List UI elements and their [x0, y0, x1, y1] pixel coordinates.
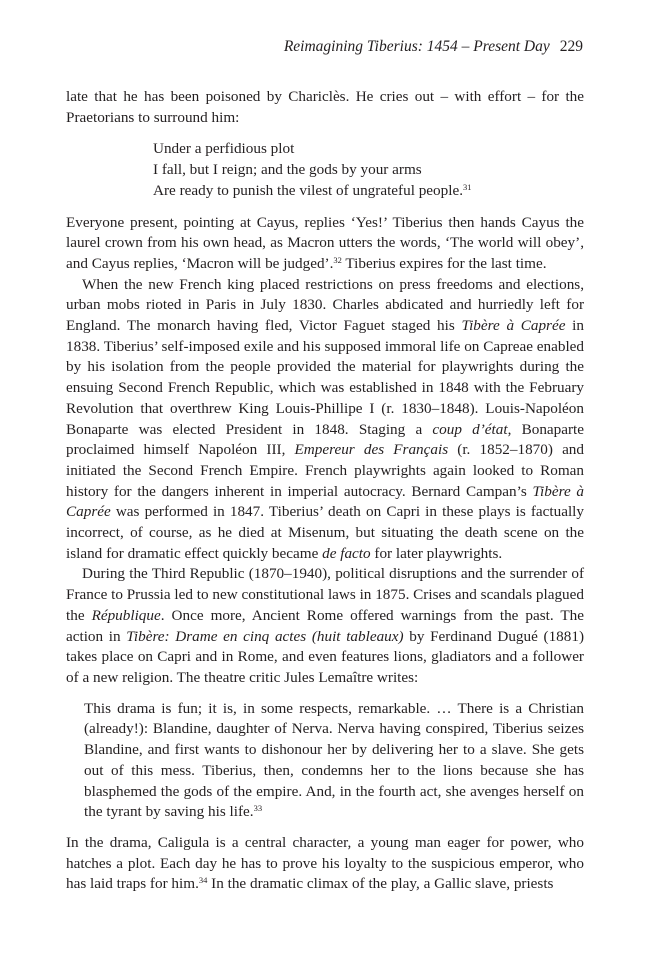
- paragraph-3-text: When the new French king placed restrictions on press freedoms and elections, urban mobs rioted in Paris in July 1830. Charles abdicated and hurriedly left for England. The monarch having fled, Victor Faguet staged his: [66, 275, 584, 335]
- body-text: [66, 87, 584, 895]
- paragraph-3-text: , Bonaparte proclaimed himself Napoléon III,: [66, 420, 585, 459]
- footnote-ref-32: 32: [333, 254, 342, 265]
- verse-quotation: [153, 139, 584, 201]
- paragraph-2: [66, 213, 584, 275]
- paragraph-4-text: During the Third Republic (1870–1940), political disruptions and the surrender of France to Prussia led to new constitutional laws in 1875. Crises and scandals plagued the: [66, 565, 584, 624]
- verse-line-1: Under a perfidious plot: [153, 140, 295, 158]
- block-quotation-text: This drama is fun; it is, in some respects, remarkable. … There is a Christian (already!): Blandine, daughter of Nerva. Nerva having conspired, Tiberius seizes Blandine, and first wants to dishonour her by delivering her to a slave. She gets out of this mess. Tiberius, then, condemns her to the lions because she has blasphemed the gods of the empire. And, in the fourth act, she avenges herself on the tyrant by saving his life.: [84, 699, 584, 821]
- paragraph-2-text: Everyone present, pointing at Cayus, replies ‘Yes!’ Tiberius then hands Cayus the laurel crown from his own head, as Macron utters the words, ‘The world will obey’, and Cayus replies, ‘Macron will be judged’.: [66, 213, 584, 272]
- paragraph-5-text-end: In the dramatic climax of the play, a Gallic slave, priests: [207, 875, 554, 893]
- footnote-ref-33: 33: [253, 803, 263, 814]
- italic-term: Empereur des Français: [294, 441, 449, 459]
- footnote-ref-34: 34: [198, 875, 208, 886]
- paragraph-4-text: by Ferdinand Dugué (1881) takes place on Capri and in Rome, and even features lions, gladiators and a follower of a new religion. The theatre critic Jules Lemaître writes:: [66, 627, 585, 686]
- verse-line-3: Are ready to punish the vilest of ungrateful people.: [153, 181, 463, 199]
- work-title: Tibère à Caprée: [66, 482, 584, 521]
- paragraph-4-text: . Once more, Ancient Rome offered warnings from the past. The action in: [66, 606, 584, 645]
- paragraph-3-text: in 1838. Tiberius’ self-imposed exile and his supposed immoral life on Capreae enabled by his isolation from the people provided the material for playwrights during the ensuing Second French Republic, which was established in 1848 with the February Revolution that overthrew King Louis-Phillipe I (r. 1830–1848). Louis-Napoléon Bonaparte was elected President in 1848. Staging a: [66, 317, 584, 438]
- block-quotation: [84, 699, 584, 823]
- running-head-title: Reimagining Tiberius: 1454 – Present Day: [283, 38, 550, 55]
- footnote-ref-31: 31: [463, 181, 472, 192]
- paragraph-4: [66, 564, 584, 688]
- verse-line-2: I fall, but I reign; and the gods by your arms: [153, 161, 422, 179]
- paragraph-2-text-end: Tiberius expires for the last time.: [341, 254, 547, 272]
- paragraph-3-text: for later playwrights.: [370, 544, 503, 562]
- page-number: 229: [559, 38, 583, 55]
- paragraph-3-text: was performed in 1847. Tiberius’ death on Capri in these plays is factually incorrect, of course, as he died at Misenum, but situating the death scene on the island for dramatic effect quickly became: [66, 503, 584, 562]
- work-title: Tibère: Drame en cinq actes (huit tableaux): [126, 627, 404, 645]
- running-head: [284, 38, 583, 56]
- paragraph-3-text: (r. 1852–1870) and initiated the Second French Empire. French playwrights again looked to Roman history for the dangers inherent in imperial autocracy. Bernard Campan’s: [66, 441, 584, 500]
- paragraph-1: late that he has been poisoned by Chariclès. He cries out – with effort – for the Praetorians to surround him:: [66, 88, 584, 126]
- paragraph-5-text: In the drama, Caligula is a central character, a young man eager for power, who hatches a plot. Each day he has to prove his loyalty to the suspicious emperor, who has laid traps for him.: [66, 833, 584, 893]
- italic-term: coup d’état: [432, 420, 508, 438]
- paragraph-5: [66, 833, 584, 895]
- paragraph-3: [66, 275, 584, 565]
- italic-term: de facto: [322, 544, 371, 562]
- work-title: Tibère à Caprée: [461, 317, 566, 335]
- italic-term: République: [91, 606, 161, 624]
